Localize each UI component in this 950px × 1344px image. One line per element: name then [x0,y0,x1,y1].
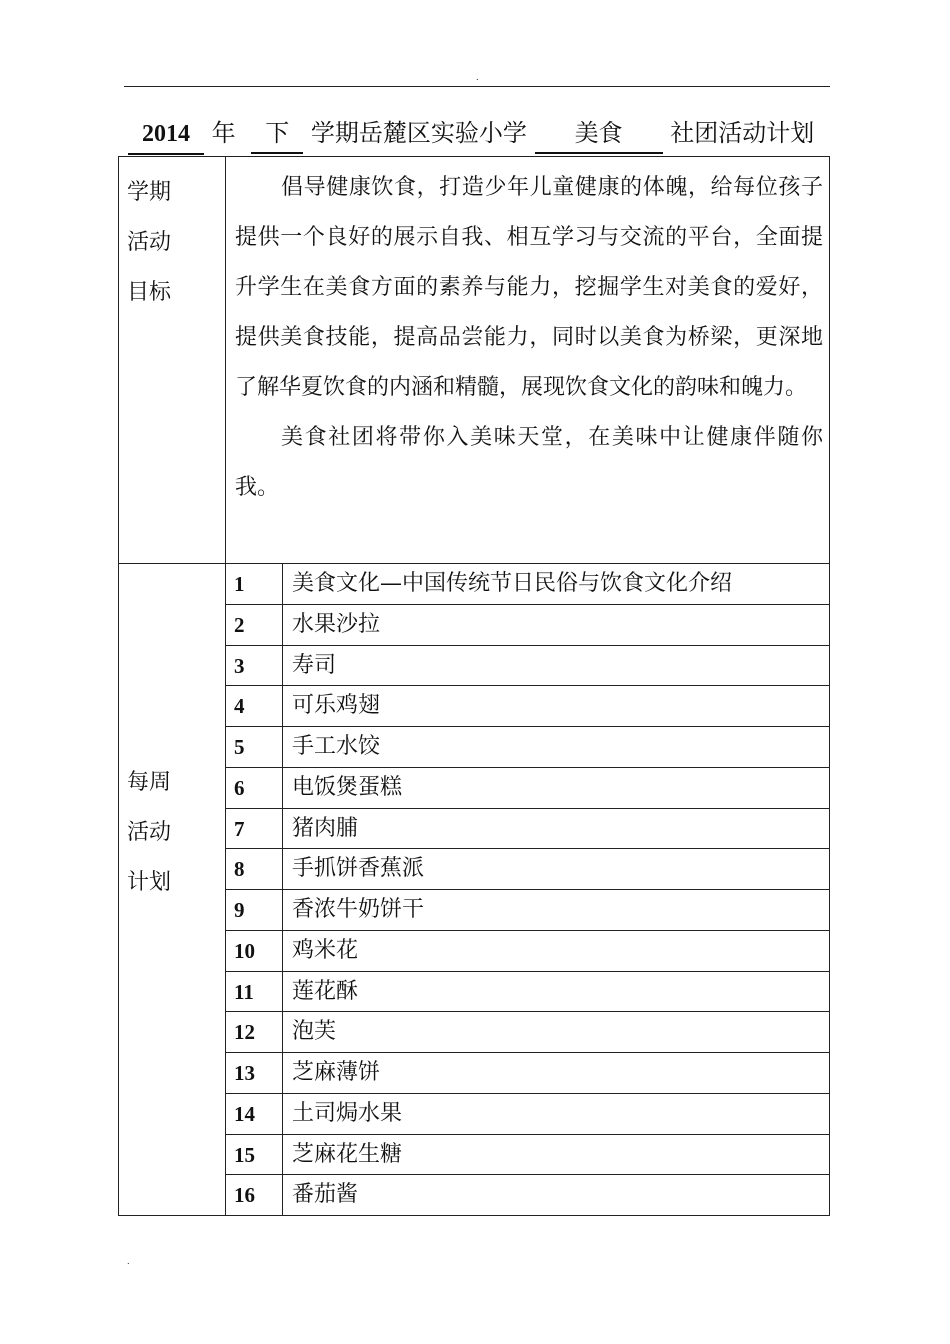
plan-number: 15 [234,1142,255,1167]
plan-number: 14 [234,1101,255,1126]
plan-activity: 寿司 [292,652,337,678]
plan-number: 8 [234,857,245,882]
title-year-suffix: 年 [211,119,236,147]
title-year: 2014 [128,115,204,155]
plan-row [226,1175,830,1216]
plan-row [226,686,830,727]
plan-row [226,1135,830,1176]
weekly-plan-list [226,564,830,1216]
plan-number: 9 [234,898,245,922]
plan-number: 12 [234,1020,255,1045]
plan-activity: 美食文化—中国传统节日民俗与饮食文化介绍 [292,571,733,596]
plan-activity: 泡芙 [292,1019,337,1045]
plan-row [226,890,830,931]
plan-row [226,727,830,768]
plan-row [226,1094,830,1135]
plan-activity: 鸡米花 [292,937,359,963]
plan-number: 13 [234,1061,255,1085]
plan-row [226,849,830,890]
plan-activity: 土司焗水果 [292,1100,403,1126]
plan-activity: 猪肉脯 [292,815,359,841]
plan-row [226,605,830,646]
plan-activity: 香浓牛奶饼干 [292,897,425,922]
document-title [124,114,830,158]
plan-row [226,809,830,850]
goals-paragraph: 美食社团将带你入美味天堂，在美味中让健康伴随你我。 [235,425,823,500]
title-school: 学期岳麓区实验小学 [310,119,527,147]
plan-number: 5 [234,735,245,759]
goals-text [235,163,823,513]
plan-row [226,564,830,605]
plan-activity: 芝麻薄饼 [292,1060,381,1085]
plan-activity: 芝麻花生糖 [292,1141,403,1167]
plan-activity: 水果沙拉 [292,611,381,637]
plan-row [226,972,830,1013]
plan-number: 6 [234,775,245,800]
weekly-plan-label: 每周 活动 计划 [127,770,172,895]
plan-number: 16 [234,1183,255,1208]
title-club: 美食 [535,114,663,154]
plan-activity: 手工水饺 [292,734,381,759]
plan-row [226,646,830,687]
goals-paragraph: 倡导健康饮食，打造少年儿童健康的体魄，给每位孩子提供一个良好的展示自我、相互学习与交流的平台，全面提升学生在美食方面的素养与能力，挖掘学生对美食的爱好，提供美食技能，提高品尝能力，同时以美食为桥梁，更深地了解华夏饮食的内涵和精髓，展现饮食文化的韵味和魄力。 [235,175,823,400]
header-rule [124,86,830,87]
plan-number: 7 [234,816,245,841]
plan-number: 10 [234,938,255,963]
plan-activity: 手抓饼香蕉派 [292,856,425,882]
title-semester: 下 [251,114,303,154]
goals-label: 学期 活动 目标 [127,180,172,305]
header-mark: . [476,73,479,82]
plan-number: 4 [234,694,245,719]
plan-activity: 可乐鸡翅 [292,693,381,719]
plan-row [226,1012,830,1053]
plan-number: 3 [234,653,245,678]
plan-number: 2 [234,612,245,637]
plan-activity: 电饭煲蛋糕 [292,774,403,800]
title-plan: 社团活动计划 [670,119,815,147]
footer-mark: . [127,1257,130,1266]
plan-number: 11 [234,979,254,1004]
plan-row [226,768,830,809]
plan-row [226,931,830,972]
plan-row [226,1053,830,1094]
plan-activity: 莲花酥 [292,978,359,1004]
plan-activity: 番茄酱 [292,1182,359,1208]
plan-number: 1 [234,572,245,596]
